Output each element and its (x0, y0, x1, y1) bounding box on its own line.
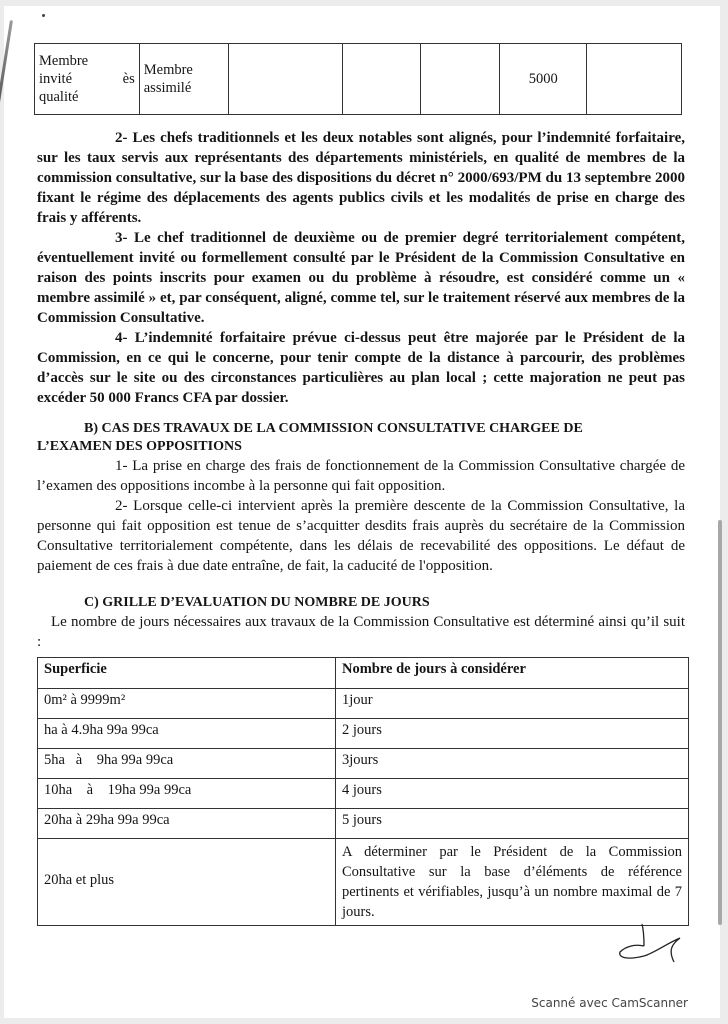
section-a-paragraphs (37, 128, 685, 408)
days-evaluation-table (37, 657, 689, 926)
scrollbar-thumb[interactable] (718, 520, 722, 925)
empty-cell (587, 44, 682, 115)
member-type-cell: Membre assimilé (139, 44, 228, 115)
pen-stroke-mark (0, 20, 13, 134)
section-c (37, 594, 685, 652)
section-b-paragraph-2: 2- Lorsque celle-ci intervient après la première descente de la Commission Consultative, la personne qui fait opposition est tenue de s’acquitter desdits frais auprès du secrétaire de la Commission Consultative territorialement compétente, dans les délais de recevabilité des oppositions. Le défaut de paiement de ces frais à due date entraîne, de fait, la caducité de l'opposition. (37, 498, 685, 574)
table-row: 10ha à 19ha 99a 99ca 4 jours (38, 779, 689, 809)
empty-cell (343, 44, 421, 115)
table-row: 0m² à 9999m² 1jour (38, 689, 689, 719)
camscanner-watermark: Scanné avec CamScanner (531, 996, 688, 1010)
table-header-row (38, 658, 689, 689)
section-b (37, 420, 685, 576)
member-category-cell: Membre invité ès qualité (35, 44, 140, 115)
paragraph-2: 2- Les chefs traditionnels et les deux notables sont alignés, pour l’indemnité forfaitaire, sur les taux servis aux représentants des départements ministériels, en qualité de membres de la commission consultative, sur la base des dispositions du décret n° 2000/693/PM du 13 septembre 2000 fixant le régime des déplacements des agents publics civils et les modalités de prise en charge des frais y afférents. (37, 130, 685, 226)
empty-cell (420, 44, 500, 115)
amount-cell: 5000 (500, 44, 587, 115)
table-row: ha à 4.9ha 99a 99ca 2 jours (38, 719, 689, 749)
section-c-heading: C) GRILLE D’EVALUATION DU NOMBRE DE JOURS (84, 595, 430, 610)
ink-speck (42, 14, 45, 17)
paragraph-3: 3- Le chef traditionnel de deuxième ou de premier degré territorialement compétent, éventuellement invité ou formellement consulté par le Président de la Commission Consultative en raison des points inscrits pour examen ou du problème à résoudre, est considéré comme un « membre assimilé » et, par conséquent, aligné, comme tel, sur le traitement réservé aux membres de la Commission Consultative. (37, 230, 685, 326)
section-b-heading: B) CAS DES TRAVAUX DE LA COMMISSION CONSULTATIVE CHARGEE DE L’EXAMEN DES OPPOSITIONS (37, 421, 583, 454)
header-days: Nombre de jours à considérer (336, 658, 689, 689)
table-row: 20ha à 29ha 99a 99ca 5 jours (38, 809, 689, 839)
table-row: 5ha à 9ha 99a 99ca 3jours (38, 749, 689, 779)
table-row (35, 44, 682, 115)
signature-icon (614, 922, 694, 967)
table-row: 20ha et plus A déterminer par le Président de la Commission Consultative sur la base d’éléments de référence pertinents et vérifiables, jusqu’à un nombre maximal de 7 jours. (38, 839, 689, 926)
scanned-page (4, 6, 720, 1018)
header-superficie: Superficie (38, 658, 336, 689)
paragraph-4: 4- L’indemnité forfaitaire prévue ci-dessus peut être majorée par le Président de la Commission, en ce qui le concerne, pour tenir compte de la distance à parcourir, des problèmes d’accès sur le site ou des circonstances particulières au plan local ; cette majoration ne peut pas excéder 50 000 Francs CFA par dossier. (37, 330, 685, 406)
allowance-table-fragment (34, 43, 682, 115)
section-c-intro: Le nombre de jours nécessaires aux travaux de la Commission Consultative est déterminé ainsi qu’il suit : (37, 614, 685, 650)
empty-cell (229, 44, 343, 115)
section-b-paragraph-1: 1- La prise en charge des frais de fonctionnement de la Commission Consultative chargée de l’examen des oppositions incombe à la personne qui fait opposition. (37, 458, 685, 494)
